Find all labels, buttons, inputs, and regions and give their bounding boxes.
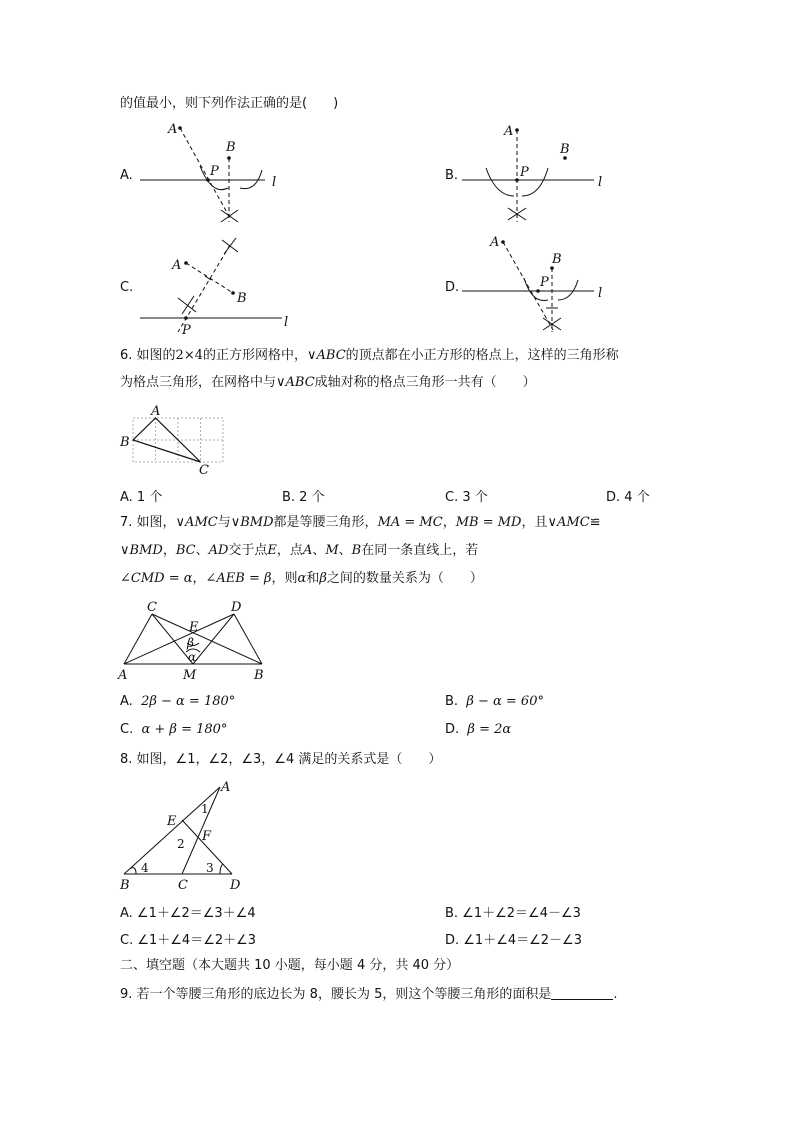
q5-stem-tail: 的值最小，则下列作法正确的是( ) — [120, 96, 339, 111]
q7-label-d: D — [231, 600, 242, 615]
q5-option-a-label: A. — [120, 168, 133, 183]
section-heading-fill-blank: 二、填空题（本大题共 10 小题，每小题 4 分，共 40 分） — [120, 958, 460, 973]
q5b-label-a: A — [504, 124, 514, 139]
q7-label-c: C — [147, 600, 157, 615]
q7-option-d: D. β = 2α — [445, 722, 512, 737]
q5d-label-b: B — [552, 252, 562, 267]
q8-label-b: B — [120, 878, 130, 893]
q7-label-beta: β — [187, 636, 194, 650]
q8-angle-3: 3 — [206, 861, 214, 875]
q5b-label-l: l — [598, 175, 603, 190]
q5-option-c-label: C. — [120, 280, 134, 295]
q6-option-d: D. 4 个 — [606, 490, 650, 505]
q5a-label-a: A — [168, 122, 178, 137]
q9-answer-blank[interactable] — [551, 985, 613, 1000]
q8-option-c: C. ∠1＋∠4＝∠2＋∠3 — [120, 933, 257, 948]
q7-stem-line3: ∠CMD = α，∠AEB = β，则α和β之间的数量关系为（ ） — [120, 571, 483, 586]
q8-label-a: A — [221, 780, 231, 795]
q7-label-b: B — [254, 668, 264, 683]
q7-option-a: A. 2β − α = 180° — [120, 694, 236, 709]
q5d-label-a: A — [490, 235, 500, 250]
q8-option-a: A. ∠1＋∠2＝∠3＋∠4 — [120, 906, 256, 921]
q5d-label-p: P — [540, 275, 549, 290]
q6-stem-line2: 为格点三角形，在网格中与∨ABC成轴对称的格点三角形一共有（ ） — [120, 375, 536, 390]
q8-label-f: F — [202, 829, 212, 844]
q8-label-e: E — [167, 814, 177, 829]
q6-label-b: B — [120, 435, 130, 450]
q7-label-e: E — [189, 620, 199, 635]
q8-option-d: D. ∠1＋∠4＝∠2－∠3 — [445, 933, 582, 948]
q8-label-c: C — [178, 878, 188, 893]
q5c-label-p: P — [182, 323, 191, 338]
q6-label-c: C — [199, 463, 209, 478]
q6-label-a: A — [151, 404, 161, 419]
q8-label-d: D — [230, 878, 241, 893]
q7-label-m: M — [183, 668, 197, 683]
q9-stem: 9. 若一个等腰三角形的底边长为 8，腰长为 5，则这个等腰三角形的面积是 . — [120, 987, 618, 1002]
q7-stem-line1: 7. 如图，∨AMC与∨BMD都是等腰三角形，MA = MC，MB = MD，且∨AMC≌ — [120, 515, 601, 530]
q6-option-a: A. 1 个 — [120, 490, 163, 505]
q5a-label-b: B — [226, 140, 236, 155]
q8-angle-4: 4 — [141, 861, 149, 875]
q5-option-b-label: B. — [445, 168, 459, 183]
q5a-label-p: P — [210, 164, 219, 179]
q6-stem-line1: 6. 如图的2×4的正方形网格中，∨ABC的顶点都在小正方形的格点上，这样的三角形称 — [120, 348, 619, 363]
q6-option-c: C. 3 个 — [445, 490, 488, 505]
q6-option-b: B. 2 个 — [282, 490, 325, 505]
q7-label-alpha: α — [188, 650, 197, 664]
q5d-label-l: l — [598, 286, 603, 301]
q5c-label-b: B — [237, 291, 247, 306]
q7-option-b: B. β − α = 60° — [445, 694, 544, 709]
q5b-label-b: B — [560, 142, 570, 157]
q8-angle-1: 1 — [201, 802, 209, 816]
q5b-label-p: P — [520, 165, 529, 180]
q5c-label-a: A — [172, 258, 182, 273]
q5c-label-l: l — [284, 315, 289, 330]
q8-option-b: B. ∠1＋∠2＝∠4－∠3 — [445, 906, 581, 921]
q7-option-c: C. α + β = 180° — [120, 722, 228, 737]
q7-label-a: A — [118, 668, 128, 683]
q5a-label-l: l — [272, 175, 277, 190]
q7-stem-line2: ∨BMD，BC、AD交于点E，点A、M、B在同一条直线上，若 — [120, 543, 479, 558]
q8-angle-2: 2 — [177, 837, 185, 851]
q8-stem: 8. 如图，∠1，∠2，∠3，∠4 满足的关系式是（ ） — [120, 752, 442, 767]
q5-option-d-label: D. — [445, 280, 460, 295]
